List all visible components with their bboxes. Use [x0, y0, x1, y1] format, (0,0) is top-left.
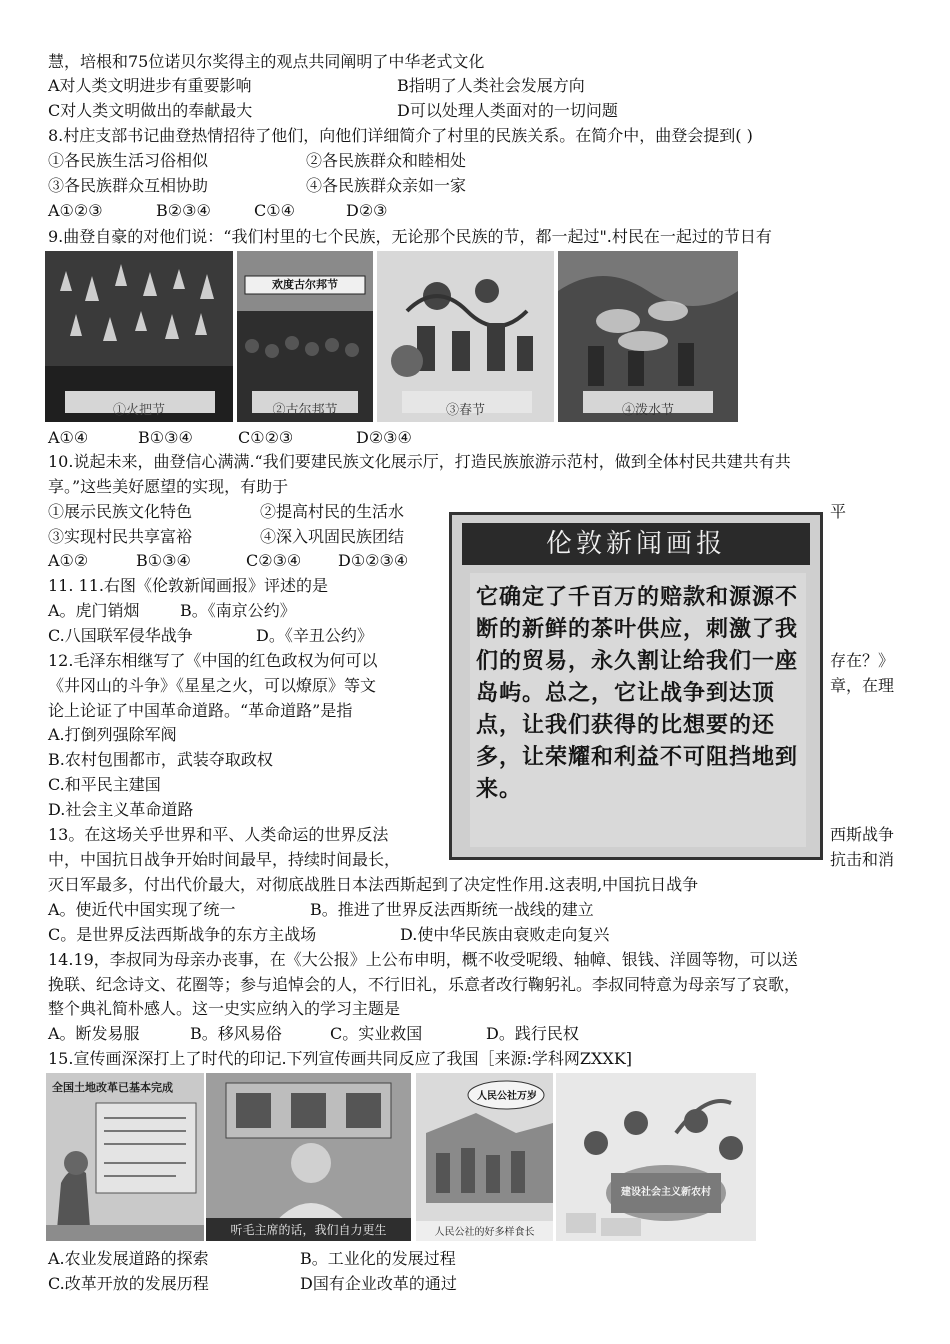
poster-title: 全国土地改革已基本完成 — [52, 1081, 173, 1094]
spring-festival-image — [377, 251, 554, 422]
option-a: A。断发易服 — [48, 1024, 140, 1043]
caption: ②古尔邦节 — [272, 403, 338, 418]
news-title: 伦敦新闻画报 — [462, 523, 810, 565]
festival-photo-eid — [237, 251, 373, 422]
option-d: D.社会主义革命道路 — [48, 800, 194, 819]
option-d: D可以处理人类面对的一切问题 — [397, 101, 618, 120]
option-b: B。推进了世界反法西斯统一战线的建立 — [310, 900, 594, 919]
statement-2-tail: 平 — [830, 502, 847, 521]
option-d: D.使中华民族由衰败走向复兴 — [400, 925, 610, 944]
poster-title: 人民公社万岁 — [477, 1091, 537, 1102]
option-c: C.改革开放的发展历程 — [48, 1274, 209, 1293]
option-a: A。虎门销烟 — [48, 601, 140, 620]
option-b: B.农村包围都市，武装夺取政权 — [48, 750, 273, 769]
option-a: A①②③ — [48, 201, 103, 220]
question-12: 12.毛泽东相继写了《中国的红色政权为何可以 — [48, 651, 378, 670]
option-d: D。《辛丑公约》 — [256, 626, 373, 645]
question-12-line2: 《井冈山的斗争》《星星之火，可以燎原》等文 — [48, 676, 377, 695]
option-c: C①④ — [254, 201, 295, 220]
question-13-tail: 西斯战争 — [830, 825, 895, 844]
question-9: 9.曲登自豪的对他们说：“我们村里的七个民族，无论那个民族的节，都一起过".村民在一起过的节日有 — [48, 227, 772, 246]
option-d: D②③ — [346, 201, 388, 220]
option-c: C。实业救国 — [330, 1024, 423, 1043]
poster-land-reform — [46, 1073, 204, 1241]
statement-1: ①展示民族文化特色 — [48, 502, 193, 521]
option-a: A①④ — [48, 428, 89, 447]
option-c: C①②③ — [238, 428, 294, 447]
question-13-line2: 中，中国抗日战争开始时间最早，持续时间最长， — [48, 850, 401, 869]
option-d: D。践行民权 — [486, 1024, 579, 1043]
poster-commune — [416, 1073, 553, 1241]
banner-sign: 欢度古尔邦节 — [272, 278, 338, 291]
option-b: B②③④ — [156, 201, 211, 220]
land-reform-poster-image — [46, 1073, 204, 1241]
option-c: C对人类文明做出的奉献最大 — [48, 101, 253, 120]
option-b: B①③④ — [136, 551, 191, 570]
option-a: A①② — [48, 551, 89, 570]
option-c: C②③④ — [246, 551, 302, 570]
option-a: A.打倒列强除军阀 — [48, 725, 177, 744]
option-d: D②③④ — [356, 428, 412, 447]
option-a: A。使近代中国实现了统一 — [48, 900, 236, 919]
option-a: A对人类文明进步有重要影响 — [48, 76, 252, 95]
caption: ①火把节 — [112, 403, 165, 418]
statement-3: ③实现村民共享富裕 — [48, 527, 193, 546]
torch-festival-image — [45, 251, 233, 422]
statement-4: ④各民族群众亲如一家 — [306, 176, 467, 195]
question-14: 14.19，李叔同为母亲办丧事，在《大公报》上公布申明，概不收受呢缎、轴幛、银钱、洋圆等物，可以送 — [48, 950, 798, 969]
question-10: 10.说起未来，曲登信心满满.“我们要建民族文化展示厅，打造民族旅游示范村，做到全体村民共建共有共 — [48, 452, 791, 471]
option-c: C。是世界反法西斯战争的东方主战场 — [48, 925, 317, 944]
answer-options — [48, 426, 412, 450]
statement-3: ③各民族群众互相协助 — [48, 176, 209, 195]
question-12-line2-tail: 章，在理 — [830, 676, 895, 695]
question-13: 13。在这场关乎世界和平、人类命运的世界反法 — [48, 825, 389, 844]
poster-self-reliance — [206, 1073, 411, 1241]
poster-new-village — [556, 1073, 756, 1241]
option-b: B指明了人类社会发展方向 — [397, 76, 585, 95]
answer-options — [48, 624, 373, 648]
question-8: 8.村庄支部书记曲登热情招待了他们，向他们详细简介了村里的民族关系。在简介中，曲登会提到( ) — [48, 126, 753, 145]
option-b: B①③④ — [138, 428, 193, 447]
water-festival-image — [558, 251, 738, 422]
question-13-line2-tail: 抗击和消 — [830, 850, 895, 869]
statement-2: ②各民族群众和睦相处 — [306, 151, 467, 170]
text-line: 慧，培根和75位诺贝尔奖得主的观点共同阐明了中华老式文化 — [48, 52, 485, 71]
festival-photo-torch — [45, 251, 233, 422]
option-c: C.和平民主建国 — [48, 775, 161, 794]
poster-slogan: 听毛主席的话，我们自力更生 — [230, 1223, 387, 1237]
statement-4: ④深入巩固民族团结 — [260, 527, 405, 546]
poster-caption: 人民公社的好多样食长 — [434, 1227, 535, 1238]
question-12-line3: 论上论证了中国革命道路。“革命道路”是指 — [48, 701, 353, 720]
answer-options — [48, 549, 408, 573]
london-news-image — [449, 512, 823, 860]
caption: ④泼水节 — [621, 403, 674, 418]
festival-photo-water — [558, 251, 738, 422]
option-d: D①②③④ — [338, 551, 409, 570]
option-c: C.八国联军侵华战争 — [48, 626, 193, 645]
answer-options — [48, 199, 388, 223]
statement-2: ②提高村民的生活水 — [260, 502, 405, 521]
option-b: B。工业化的发展过程 — [300, 1249, 456, 1268]
question-15: 15.宣传画深深打上了时代的印记.下列宣传画共同反应了我国［来源:学科网ZXXK] — [48, 1049, 633, 1068]
option-d: D国有企业改革的通过 — [300, 1274, 457, 1293]
answer-options — [48, 599, 296, 623]
question-12-tail: 存在？》 — [830, 651, 895, 670]
question-11: 11. 11.右图《伦敦新闻画报》评述的是 — [48, 576, 328, 595]
option-a: A.农业发展道路的探索 — [48, 1249, 209, 1268]
poster-label: 建设社会主义新农村 — [621, 1187, 711, 1198]
self-reliance-poster-image — [206, 1073, 411, 1241]
news-body: 它确定了千百万的赔款和源源不断的新鲜的茶叶供应，刺激了我们的贸易，永久割让给我们一座岛屿。总之，它让战争到达顶点，让我们获得的比想要的还多，让荣耀和利益不可阻挡地到来。 — [470, 573, 806, 847]
statement-1: ①各民族生活习俗相似 — [48, 151, 209, 170]
option-b: B。移风易俗 — [190, 1024, 282, 1043]
question-10-cont: 享。”这些美好愿望的实现，有助于 — [48, 477, 289, 496]
question-14-line3: 整个典礼简朴感人。这一史实应纳入的学习主题是 — [48, 999, 401, 1018]
option-b: B。《南京公约》 — [180, 601, 296, 620]
new-village-poster-image — [556, 1073, 756, 1241]
question-13-line3: 灭日军最多，付出代价最大，对彻底战胜日本法西斯起到了决定性作用.这表明,中国抗日战争 — [48, 875, 699, 894]
festival-photo-spring — [377, 251, 554, 422]
caption: ③春节 — [445, 403, 485, 418]
question-14-line2: 挽联、纪念诗文、花圈等；参与追悼会的人，不行旧礼，乐意者改行鞠躬礼。李叔同特意为母亲写了哀歌， — [48, 975, 801, 994]
answer-options — [48, 1022, 579, 1046]
